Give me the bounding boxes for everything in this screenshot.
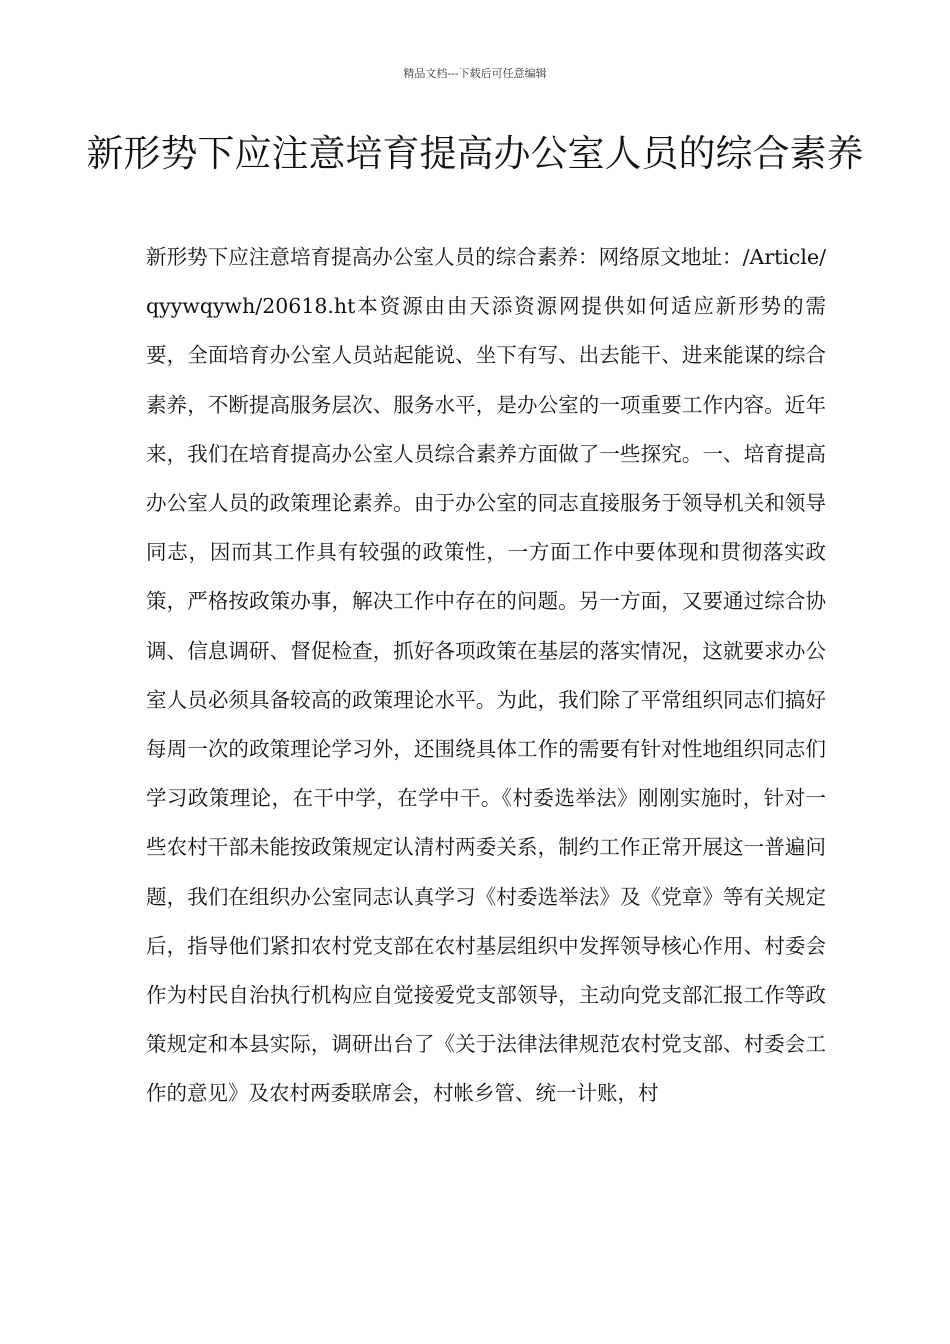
- document-body: 新形势下应注意培育提高办公室人员的综合素养：网络原文地址：/Article/qyywqywh/20618.ht本资源由由天添资源网提供如何适应新形势的需要，全面培育办公室人员站起能说、坐下有写、出去能干、进来能谋的综合素养，不断提高服务层次、服务水平，是办公室的一项重要工作内容。近年来，我们在培育提高办公室人员综合素养方面做了一些探究。一、培育提高办公室人员的政策理论素养。由于办公室的同志直接服务于领导机关和领导同志，因而其工作具有较强的政策性，一方面工作中要体现和贯彻落实政策，严格按政策办事，解决工作中存在的问题。另一方面，又要通过综合协调、信息调研、督促检查，抓好各项政策在基层的落实情况，这就要求办公室人员必须具备较高的政策理论水平。为此，我们除了平常组织同志们搞好每周一次的政策理论学习外，还围绕具体工作的需要有针对性地组织同志们学习政策理论，在干中学，在学中干。《村委选举法》刚刚实施时，针对一些农村干部未能按政策规定认清村两委关系，制约工作正常开展这一普遍问题，我们在组织办公室同志认真学习《村委选举法》及《党章》等有关规定后，指导他们紧扣农村党支部在农村基层组织中发挥领导核心作用、村委会作为村民自治执行机构应自觉接爱党支部领导，主动向党支部汇报工作等政策规定和本县实际，调研出台了《关于法律法律规范农村党支部、村委会工作的意见》及农村两委联席会，村帐乡管、统一计账，村: [146, 245, 826, 1106]
- document-title: 新形势下应注意培育提高办公室人员的综合素养: [86, 132, 864, 175]
- header-note: 精品文档---下载后可任意编辑: [403, 67, 547, 80]
